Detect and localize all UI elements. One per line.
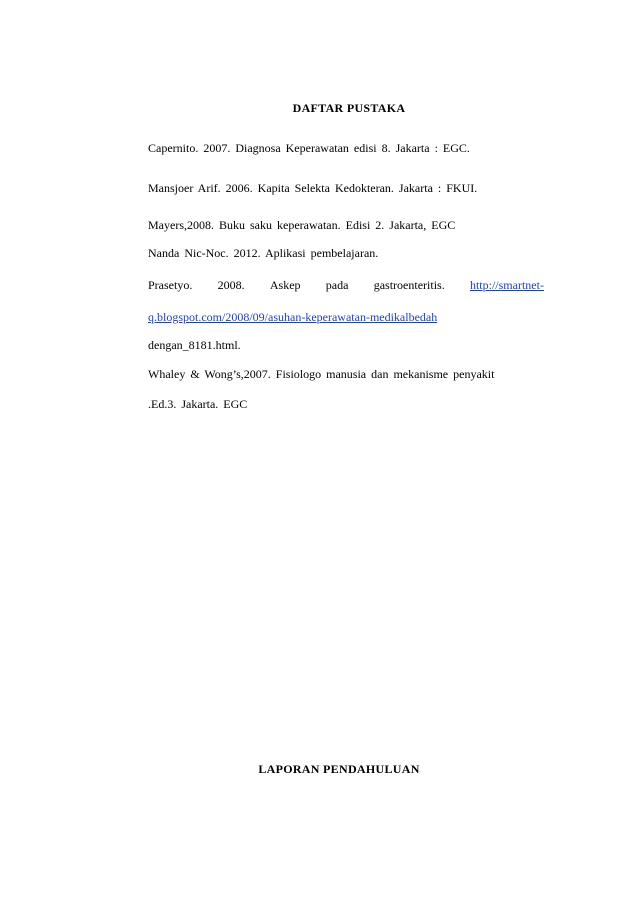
- reference-prasetyo-word-topic: gastroenteritis.: [373, 278, 445, 292]
- section-title-laporan: LAPORAN PENDAHULUAN: [258, 762, 420, 776]
- reference-prasetyo: [148, 277, 544, 293]
- reference-prasetyo-word-pada: pada: [325, 278, 349, 292]
- reference-mayers: Mayers,2008. Buku saku keperawatan. Edisi 2. Jakarta, EGC: [148, 218, 456, 232]
- reference-prasetyo-link-start[interactable]: http://smartnet-: [469, 278, 544, 292]
- reference-prasetyo-year: 2008.: [217, 278, 245, 292]
- reference-whaley: Whaley & Wong’s,2007. Fisiologo manusia dan mekanisme penyakit: [148, 367, 495, 381]
- reference-prasetyo-author: Prasetyo.: [148, 278, 193, 292]
- reference-prasetyo-link-end[interactable]: q.blogspot.com/2008/09/asuhan-keperawatan-medikalbedah: [148, 310, 438, 324]
- page-title: DAFTAR PUSTAKA: [292, 101, 406, 115]
- reference-whaley-continuation: .Ed.3. Jakarta. EGC: [148, 397, 248, 411]
- reference-prasetyo-word-askep: Askep: [269, 278, 301, 292]
- reference-prasetyo-url-line: [148, 309, 437, 325]
- reference-mansjoer: Mansjoer Arif. 2006. Kapita Selekta Kedokteran. Jakarta : FKUI.: [148, 181, 478, 195]
- reference-nanda: Nanda Nic-Noc. 2012. Aplikasi pembelajaran.: [148, 246, 379, 260]
- reference-prasetyo-continuation: dengan_8181.html.: [148, 338, 241, 352]
- reference-capernito: Capernito. 2007. Diagnosa Keperawatan edisi 8. Jakarta : EGC.: [148, 141, 470, 155]
